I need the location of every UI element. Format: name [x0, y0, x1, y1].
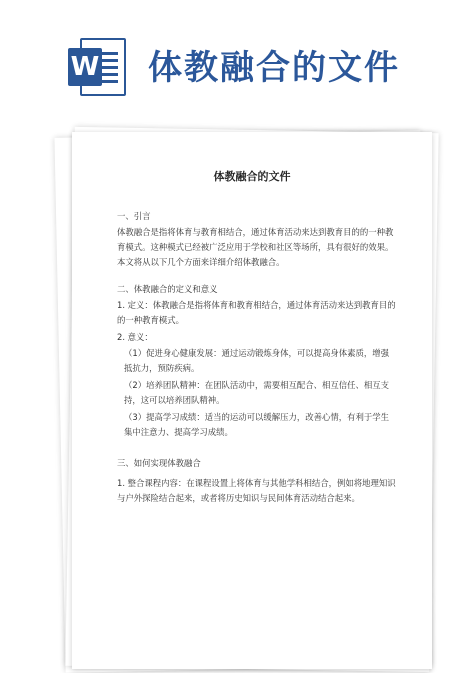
- paragraph-definition: 1. 定义：体教融合是指将体育和教育相结合，通过体育活动来达到教育目的的一种教育模式。: [117, 300, 396, 325]
- list-item-academics: （3）提高学习成绩：适当的运动可以缓解压力，改善心情，有利于学生集中注意力、提高学习成绩。: [124, 412, 389, 437]
- word-document-icon: [68, 36, 130, 98]
- section-heading-definition: 二、体教融合的定义和意义: [117, 284, 218, 294]
- document-page: [72, 132, 432, 669]
- list-item-health: （1）促进身心健康发展：通过运动锻炼身体，可以提高身体素质，增强抵抗力，预防疾病。: [124, 348, 389, 373]
- section-heading-implementation: 三、如何实现体教融合: [117, 458, 201, 468]
- list-item-teamwork: （2）培养团队精神：在团队活动中，需要相互配合、相互信任、相互支持，这可以培养团队精神。: [124, 380, 389, 405]
- paragraph-intro: 体教融合是指将体育与教育相结合，通过体育活动来达到教育目的的一种教育模式。这种模式已经被广泛应用于学校和社区等场所，具有很好的效果。本文将从以下几个方面来详细介绍体教融合。: [117, 227, 394, 267]
- paragraph-curriculum: 1. 整合课程内容：在课程设置上将体育与其他学科相结合，例如将地理知识与户外探险结合起来，或者将历史知识与民间体育活动结合起来。: [117, 478, 396, 503]
- word-badge: W: [68, 48, 102, 86]
- banner-title: 体教融合的文件: [148, 48, 400, 88]
- document-title: 体教融合的文件: [213, 170, 291, 183]
- banner: [0, 0, 474, 128]
- paragraph-significance: 2. 意义：: [117, 332, 153, 342]
- section-heading-intro: 一、引言: [117, 211, 151, 221]
